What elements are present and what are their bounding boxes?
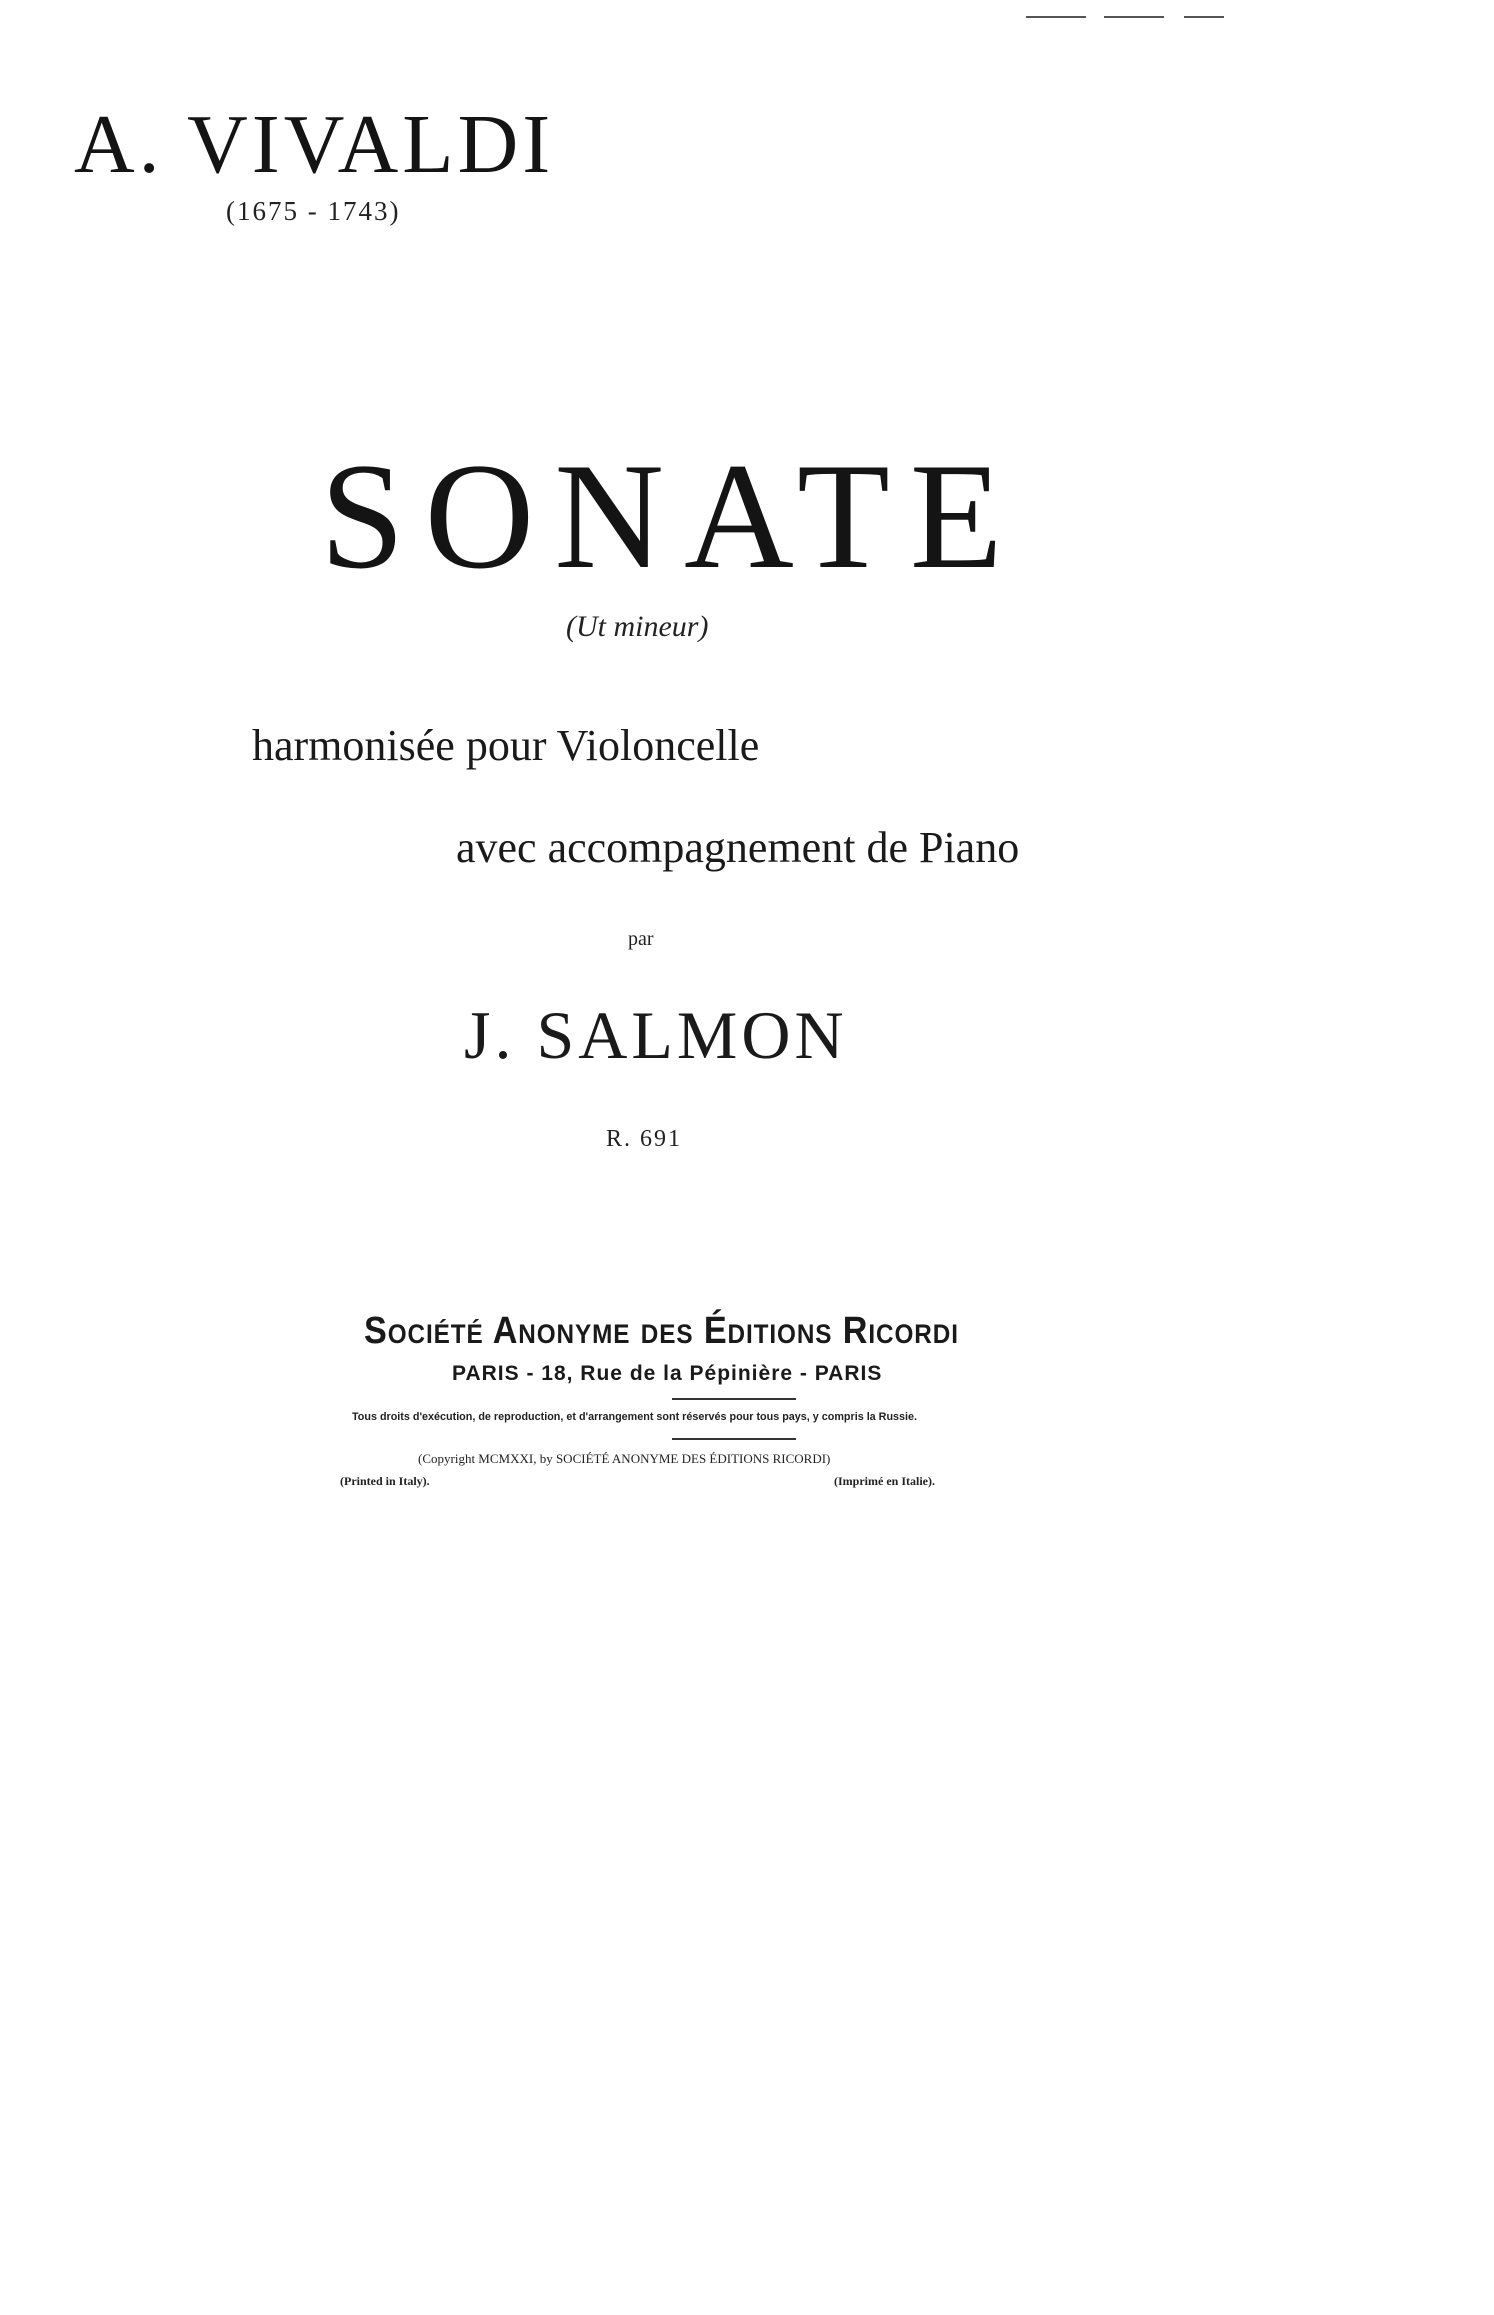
copyright-notice: (Copyright MCMXXI, by SOCIÉTÉ ANONYME DES ÉDITIONS RICORDI): [418, 1451, 831, 1466]
composer-dates: (1675 - 1743): [226, 196, 401, 226]
catalog-number: R. 691: [606, 1126, 683, 1152]
work-key: (Ut mineur): [566, 610, 709, 643]
printed-in-italy: (Printed in Italy).: [340, 1474, 430, 1488]
top-rule-middle: [1104, 16, 1164, 18]
rights-notice: Tous droits d'exécution, de reproduction, et d'arrangement sont réservés pour tous pays, y compris la Russie.: [352, 1411, 918, 1423]
imprime-en-italie: (Imprimé en Italie).: [834, 1474, 935, 1488]
divider-upper: [672, 1398, 796, 1400]
top-rule-right: [1184, 16, 1224, 18]
arrangement-line-2: avec accompagnement de Piano: [456, 823, 1020, 872]
by-label: par: [628, 928, 654, 950]
divider-lower: [672, 1438, 796, 1440]
arranger-name: J. SALMON: [464, 997, 848, 1073]
top-rule-left: [1026, 16, 1086, 18]
work-title: SONATE: [320, 432, 1023, 600]
arrangement-line-1: harmonisée pour Violoncelle: [252, 721, 760, 770]
publisher-address: PARIS - 18, Rue de la Pépinière - PARIS: [452, 1362, 883, 1385]
composer-name: A. VIVALDI: [74, 98, 555, 191]
publisher-name: Société Anonyme des Éditions Ricordi: [364, 1310, 959, 1352]
